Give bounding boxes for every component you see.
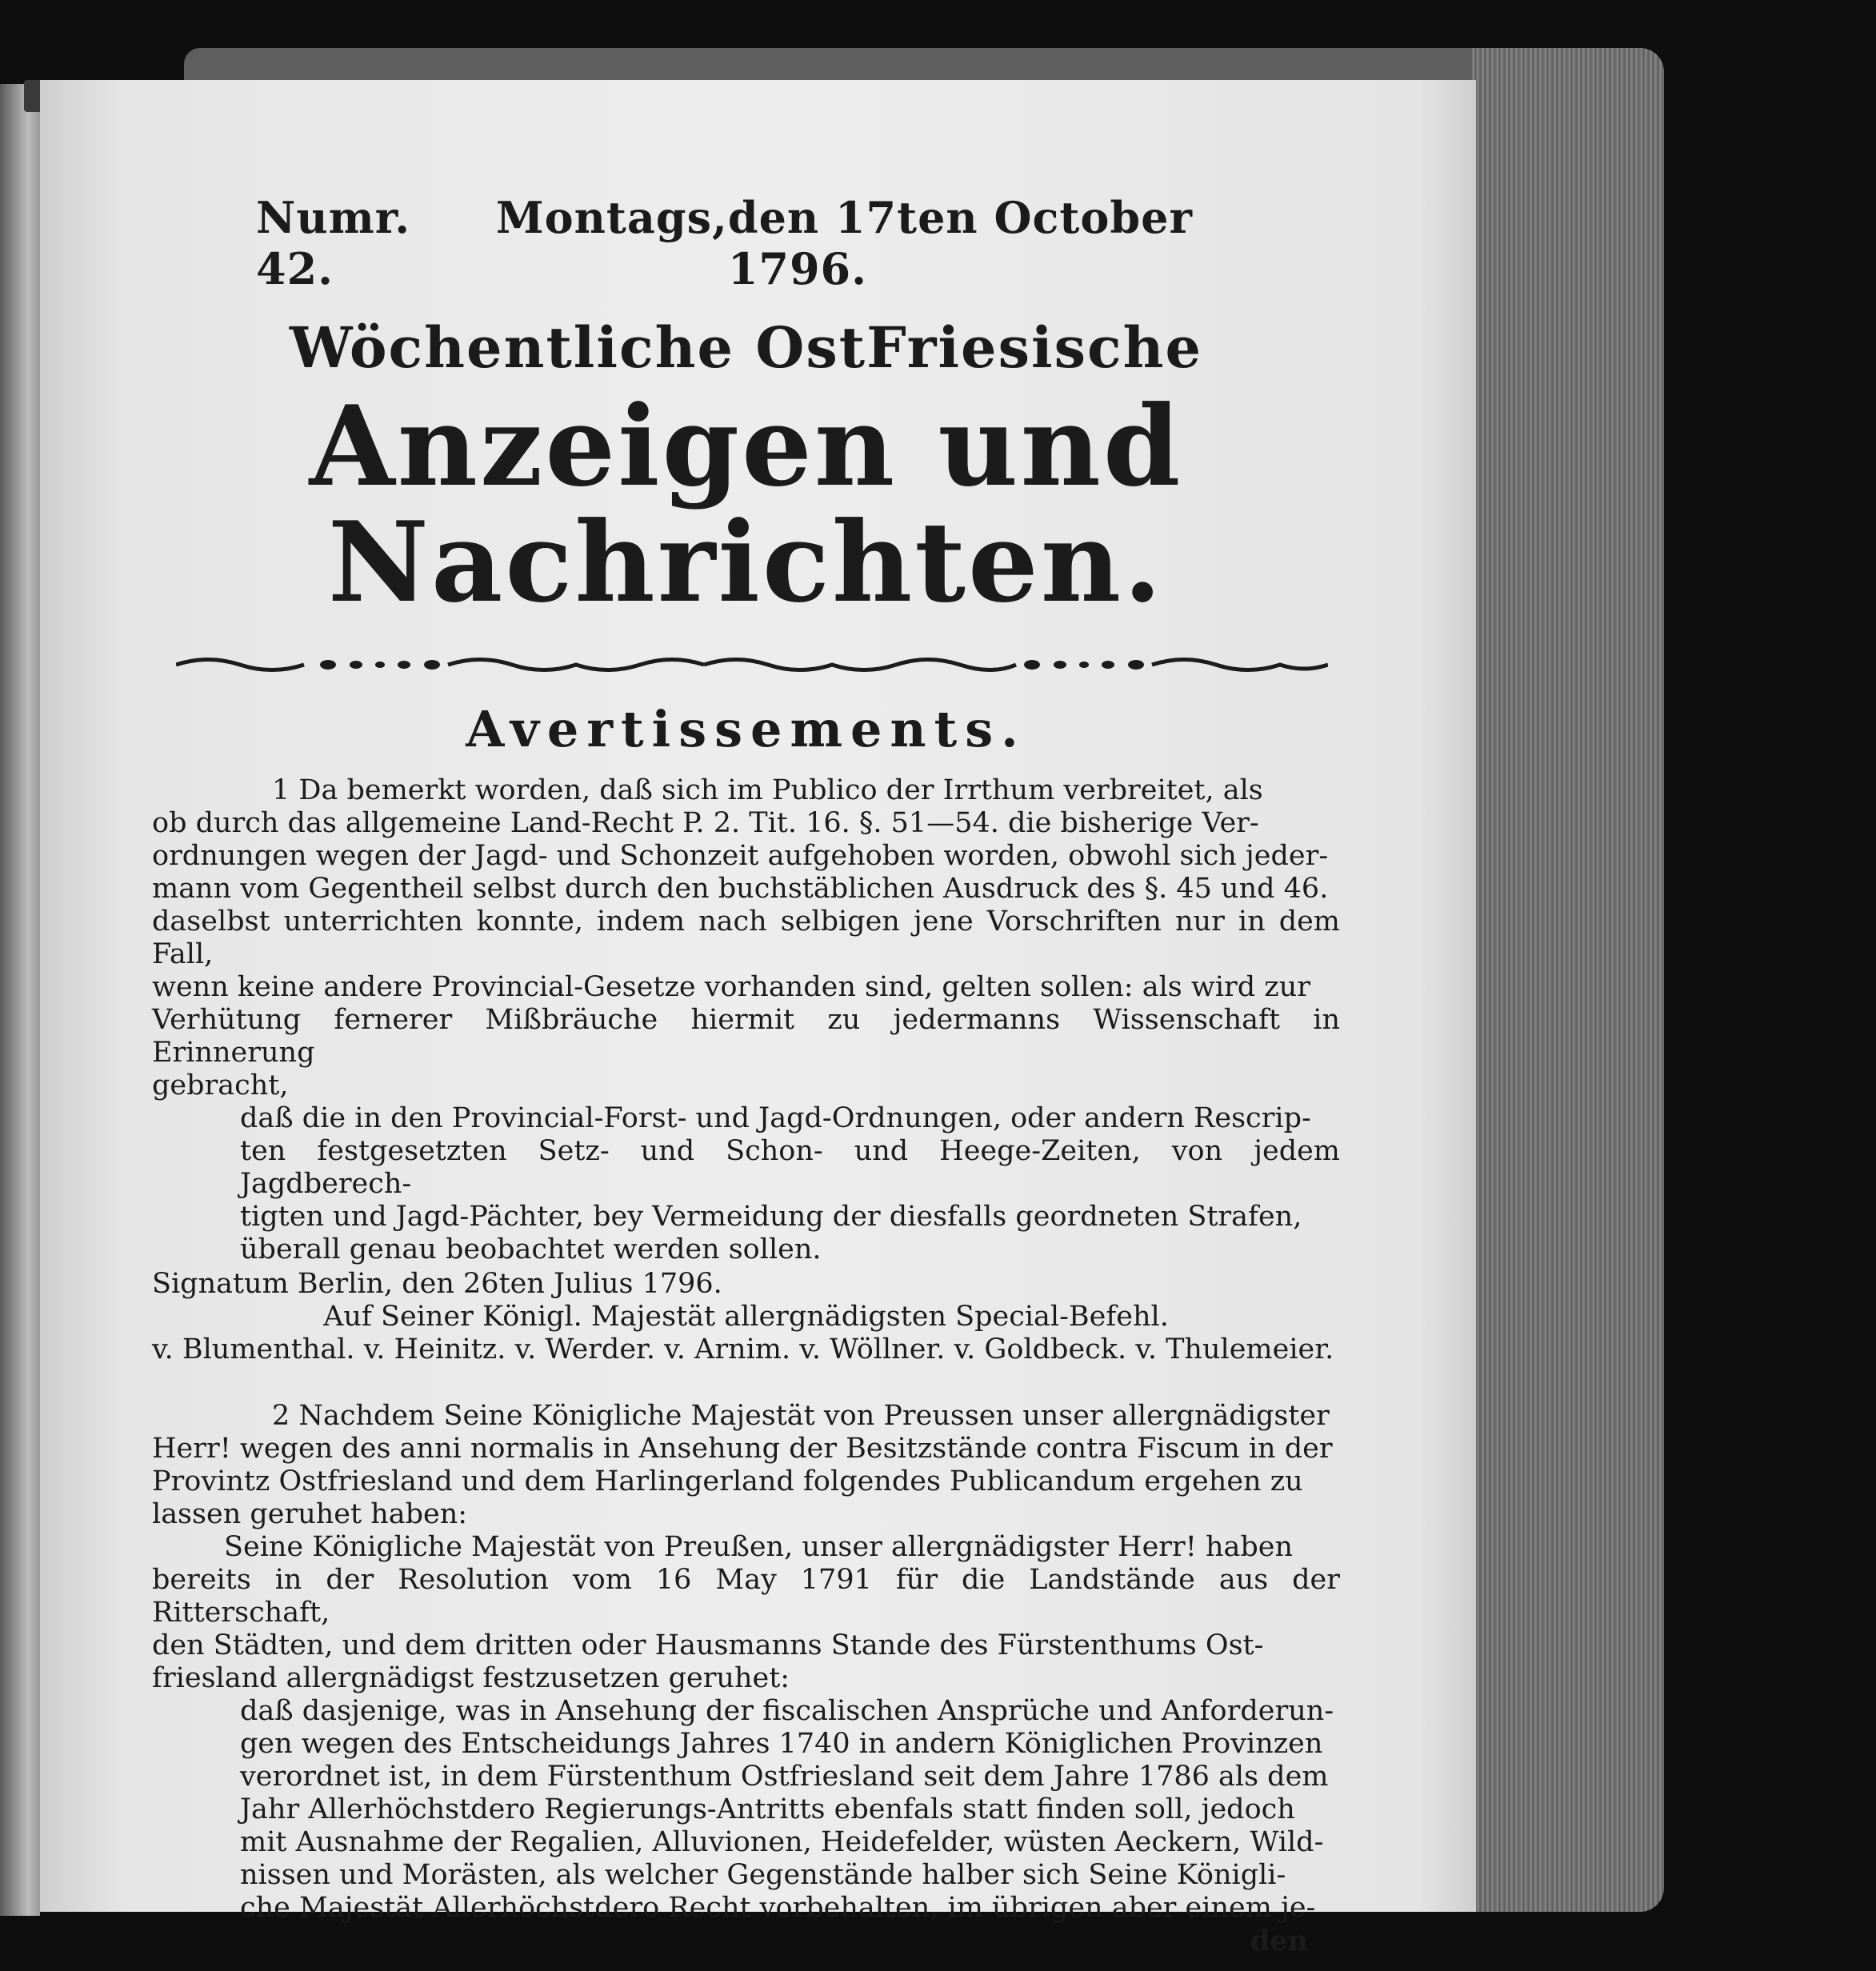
issue-day: Montags, — [495, 192, 728, 243]
quoted-block — [240, 1102, 1340, 1266]
left-page-edge — [0, 84, 40, 1916]
text-line: wenn keine andere Provincial-Gesetze vorhanden sind, gelten sollen: als wird zur — [152, 970, 1310, 1003]
text-line: Seine Königliche Majestät von Preußen, unser allergnädigster Herr! haben — [224, 1530, 1294, 1563]
text-line: mann vom Gegentheil selbst durch den buchstäblichen Ausdruck des §. 45 und 46. — [152, 872, 1329, 905]
text-line: che Majestät Allerhöchstdero Recht vorbehalten, im übrigen aber einem je- — [240, 1891, 1316, 1924]
text-line: Verhütung fernerer Mißbräuche hiermit zu jedermanns Wissenschaft in Erinnerung — [152, 1003, 1340, 1069]
catchword: den — [1250, 1924, 1308, 1957]
text-line: ten festgesetzten Setz- und Schon- und Heege-Zeiten, von jedem Jagdberech- — [240, 1134, 1340, 1200]
text-line: ordnungen wegen der Jagd- und Schonzeit aufgehoben worden, obwohl sich jeder- — [152, 839, 1329, 872]
text-line: überall genau beobachtet werden sollen. — [240, 1233, 822, 1265]
spacer — [152, 1366, 1340, 1400]
text-line: daß dasjenige, was in Ansehung der fiscalischen Ansprüche und Anforderun- — [240, 1694, 1334, 1727]
page-edges — [1472, 48, 1664, 1912]
issue-date: den 17ten October 1796. — [727, 192, 1193, 294]
text-line: 1 Da bemerkt worden, daß sich im Publico der Irrthum verbreitet, als — [272, 774, 1263, 806]
title-line-2: Anzeigen und Nachrichten. — [309, 381, 1183, 627]
title-line-1: Wöchentliche OstFriesische — [289, 314, 1203, 381]
quoted-block — [240, 1695, 1340, 1925]
page-content — [152, 192, 1340, 1957]
text-line: verordnet ist, in dem Fürstenthum Ostfriesland seit dem Jahre 1786 als dem — [240, 1760, 1329, 1793]
article-1 — [152, 774, 1340, 1366]
text-line: ob durch das allgemeine Land-Recht P. 2. Tit. 16. §. 51—54. die bisherige Ver- — [152, 806, 1259, 839]
text-line: tigten und Jagd-Pächter, bey Vermeidung der diesfalls geordneten Strafen, — [240, 1200, 1302, 1233]
ornament-rule — [176, 653, 1328, 677]
signatory-names: v. Blumenthal. v. Heinitz. v. Werder. v. Arnim. v. Wöllner. v. Goldbeck. v. Thulemeier. — [152, 1333, 1334, 1365]
book-cover-top — [184, 48, 1664, 84]
text-line: mit Ausnahme der Regalien, Alluvionen, Heidefelder, wüsten Aeckern, Wild- — [240, 1825, 1324, 1858]
text-line: lassen geruhet haben: — [152, 1497, 468, 1530]
newspaper-page — [40, 80, 1476, 1957]
text-line: bereits in der Resolution vom 16 May 1791 für die Landstände aus der Ritterschaft, — [152, 1563, 1340, 1629]
authority-line: Auf Seiner Königl. Majestät allergnädigsten Special-Befehl. — [323, 1300, 1169, 1333]
text-line: friesland allergnädigst festzusetzen geruhet: — [152, 1661, 790, 1694]
masthead-line — [256, 192, 1328, 294]
text-line: nissen und Morästen, als welcher Gegenstände halber sich Seine Königli- — [240, 1858, 1286, 1891]
text-line: Herr! wegen des anni normalis in Ansehung der Besitzstände contra Fiscum in der — [152, 1432, 1333, 1465]
section-heading: Avertissements. — [466, 699, 1026, 758]
text-line: Provintz Ostfriesland und dem Harlingerland folgendes Publicandum ergehen zu — [152, 1465, 1303, 1497]
issue-number: Numr. 42. — [256, 192, 411, 294]
text-line: gebracht, — [152, 1069, 289, 1101]
text-line: Jahr Allerhöchstdero Regierungs-Antritts ebenfals statt finden soll, jedoch — [240, 1793, 1295, 1825]
text-line: gen wegen des Entscheidungs Jahres 1740 in andern Königlichen Provinzen — [240, 1727, 1323, 1760]
text-line: den Städten, und dem dritten oder Hausmanns Stande des Fürstenthums Ost- — [152, 1629, 1264, 1661]
text-line: 2 Nachdem Seine Königliche Majestät von Preussen unser allergnädigster — [272, 1399, 1330, 1432]
signature-place-date: Signatum Berlin, den 26ten Julius 1796. — [152, 1267, 722, 1300]
text-line: daselbst unterrichten konnte, indem nach selbigen jene Vorschriften nur in dem Fall, — [152, 905, 1340, 970]
article-2 — [152, 1400, 1340, 1957]
text-line: daß die in den Provincial-Forst- und Jagd-Ordnungen, oder andern Rescrip- — [240, 1101, 1311, 1134]
